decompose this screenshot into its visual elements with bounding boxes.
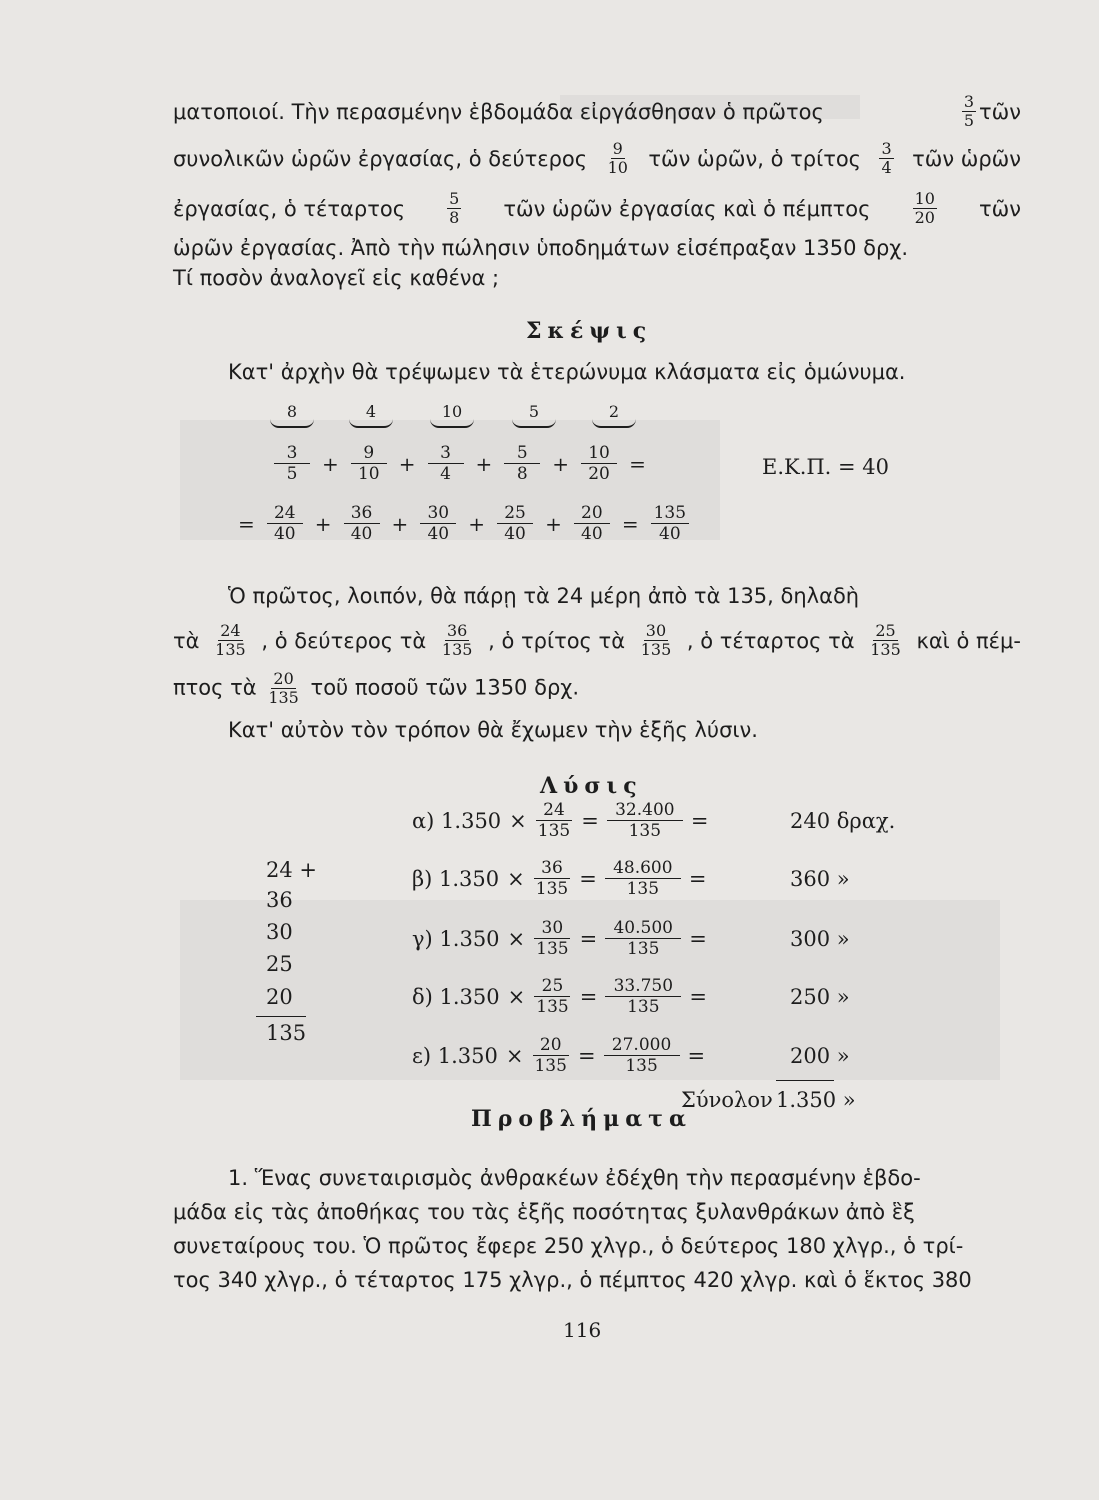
text: ματοποιοί. Τὴν περασμένην ἑβδομάδα εἰργάσθησαν ὁ πρῶτος [173,99,824,124]
solution-result: 300 » [790,926,850,951]
fraction: $\frac{3}{5}$ [274,443,310,484]
text: τῶν [979,196,1021,221]
explain-line-4: Κατ' αὐτὸν τὸν τρόπον θὰ ἔχωμεν τὴν ἑξῆς λύσιν. [228,718,758,742]
heading-skepsis: Σκέψις [526,318,653,344]
fraction: $\frac{135}{40}$ [651,503,689,544]
text: ἐργασίας, ὁ τέταρτος [173,196,406,221]
fraction: $\frac{9}{10}$ [351,443,387,484]
fraction: $\frac{3}{4}$ [881,139,892,177]
sum-item: 30 [266,920,293,944]
solution-result: 240 δραχ. [790,808,896,833]
fraction: $\frac{25}{135}$ [870,621,901,659]
total-rule [776,1080,834,1081]
fraction: $\frac{3}{4}$ [428,443,464,484]
problem1-line-4: τος 340 χλγρ., ὁ τέταρτος 175 χλγρ., ὁ πέμπτος 420 χλγρ. καὶ ὁ ἕκτος 380 [173,1268,972,1292]
problem1-line-3: συνεταίρους του. Ὁ πρῶτος ἔφερε 250 χλγρ., ὁ δεύτερος 180 χλγρ., ὁ τρί- [173,1234,964,1258]
solution-row: ε) 1.350 × $\frac{20}{135}$ = $\frac{27.000}{135}$ = 200 » [412,1035,850,1076]
solution-row: δ) 1.350 × $\frac{25}{135}$ = $\frac{33.750}{135}$ = 250 » [412,976,850,1017]
sum-item: 20 [266,985,293,1009]
fraction: $\frac{24}{40}$ [267,503,303,544]
fraction: $\frac{30}{40}$ [420,503,456,544]
text: τῶν [979,99,1021,124]
intro-line: Κατ' ἀρχὴν θὰ τρέψωμεν τὰ ἑτερώνυμα κλάσματα εἰς ὁμώνυμα. [228,360,906,384]
fraction: $\frac{5}{8}$ [504,443,540,484]
plus-sign: + [398,451,416,476]
plus-sign: + [545,511,562,536]
plus-sign: + [475,451,493,476]
fraction: $\frac{24}{135}$ [215,621,246,659]
fraction: $\frac{30}{135}$ [640,621,672,659]
equation-1 [274,443,658,484]
fraction: $\frac{25}{40}$ [497,503,533,544]
heading-lysis: Λύσις [540,773,643,799]
lcm-label: Ε.Κ.Π. = 40 [762,455,890,479]
fraction: $\frac{10}{20}$ [914,189,935,227]
multiplier-brace: 5 [512,402,556,428]
multiplier-brace: 10 [430,402,474,428]
solution-row: β) 1.350 × $\frac{36}{135}$ = $\frac{48.600}{135}$ = 360 » [412,858,850,899]
solution-result: 250 » [790,984,850,1009]
equation-2 [238,503,689,544]
text-line-5: Τί ποσὸν ἀναλογεῖ εἰς καθένα ; [173,266,500,290]
equals-sign: = [238,511,255,536]
page-number: 116 [563,1318,602,1342]
plus-sign: + [322,451,339,476]
plus-sign: + [468,511,486,536]
plus-sign: + [391,511,409,536]
problem1-line-1: 1. Ἕνας συνεταιρισμὸς ἀνθρακέων ἐδέχθη τὴν περασμένην ἑβδο- [228,1166,921,1190]
explain-line-3: πτος τὰ $\frac{20}{135}$ τοῦ ποσοῦ τῶν 1350 δρχ. [173,669,580,707]
multiplier-brace: 2 [592,402,636,428]
heading-problems: Προβλήματα [471,1106,692,1132]
text-line-4: ὡρῶν ἐργασίας. Ἀπὸ τὴν πώλησιν ὑποδημάτων εἰσέπραξαν 1350 δρχ. [173,236,909,260]
equals-sign: = [621,511,639,536]
fraction: $\frac{20}{135}$ [268,669,299,707]
solution-result: 360 » [790,866,850,891]
explain-line-2: τὰ $\frac{24}{135}$ , ὁ δεύτερος τὰ $\frac{36}{135}$ , ὁ τρίτος τὰ $\frac{30}{135}$ , ὁ τέταρτος τὰ $\frac{25}{135}$ καὶ ὁ πέμ- [173,621,1021,659]
solution-row: α) 1.350 × $\frac{24}{135}$ = $\frac{32.400}{135}$ = 240 δραχ. [412,800,896,841]
fraction: $\frac{20}{40}$ [574,503,610,544]
text: τῶν ὡρῶν ἐργασίας καὶ ὁ πέμπτος [503,196,871,221]
fraction: $\frac{9}{10}$ [607,139,628,177]
multiplier-brace: 8 [270,402,314,428]
sum-item: 24 + [266,858,317,882]
plus-sign: + [552,451,570,476]
fraction: $\frac{3}{5}$ [963,92,975,130]
plus-sign: + [314,511,332,536]
sum-item: 36 [266,888,293,912]
problem1-line-2: μάδα εἰς τὰς ἀποθήκας του τὰς ἑξῆς ποσότητας ξυλανθράκων ἀπὸ ἓξ [173,1200,915,1224]
fraction: $\frac{36}{40}$ [344,503,380,544]
sum-total: 135 [266,1021,307,1045]
text-line-3 [173,190,1021,227]
fraction: $\frac{36}{135}$ [441,621,473,659]
total-label: Σύνολον [681,1088,773,1112]
solution-row: γ) 1.350 × $\frac{30}{135}$ = $\frac{40.500}{135}$ = 300 » [412,918,850,959]
sum-rule [256,1016,306,1017]
equals-sign: = [629,451,646,476]
fraction: $\frac{5}{8}$ [449,189,460,227]
text: τῶν ὡρῶν [912,146,1021,171]
fraction: $\frac{10}{20}$ [581,443,617,484]
explain-line-1: Ὁ πρῶτος, λοιπόν, θὰ πάρῃ τὰ 24 μέρη ἀπὸ τὰ 135, δηλαδὴ [228,584,860,608]
text: τῶν ὡρῶν, ὁ τρίτος [648,146,862,171]
multiplier-brace: 4 [349,402,393,428]
solution-result: 200 » [790,1043,850,1068]
total-value: 1.350 » [776,1088,856,1112]
sum-item: 25 [266,952,293,976]
text-line-2 [173,140,1021,177]
text-line-1 [173,93,1021,130]
text: συνολικῶν ὡρῶν ἐργασίας, ὁ δεύτερος [173,146,588,171]
